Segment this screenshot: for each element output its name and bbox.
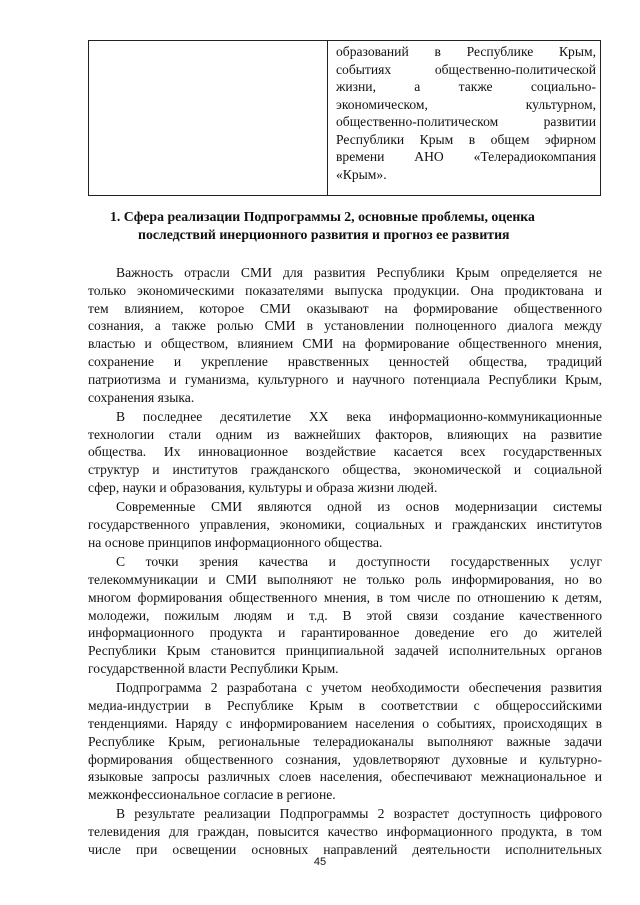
table-text-line: общественно-политическом развитии (336, 114, 596, 129)
paragraph-line: Подпрограмма 2 разработана с учетом необходимости обеспечения развития (116, 680, 602, 696)
paragraph-line: информационного продукта и гарантированное доведение его до жителей (88, 625, 602, 641)
body-text (88, 264, 602, 859)
paragraph-line: сфер, науки и образования, культуры и образа жизни людей. (88, 480, 438, 496)
paragraph-line: многом формирования общественного мнения, в том числе по отношению к детям, (88, 589, 602, 605)
paragraph-line: технологии стали одним из важнейших факторов, влияющих на развитие (88, 426, 602, 442)
paragraph-line: В результате реализации Подпрограммы 2 возрастет доступность цифрового (116, 806, 602, 822)
paragraph-line: Важность отрасли СМИ для развития Республики Крым определяется не (116, 265, 602, 280)
paragraph-line: телекоммуникации и СМИ выполняют не только роль информирования, но во (88, 572, 602, 588)
table-text-line: жизни, а также социально- (336, 79, 596, 94)
paragraph-line: С точки зрения качества и доступности государственных услуг (116, 554, 602, 570)
paragraph-line: молодежи, пожилым людям и т.д. В этой связи создание качественного (88, 607, 602, 623)
table-text-line: Республики Крым в общем эфирном (336, 131, 596, 147)
paragraph-line: Республики Крым становится принципиальной задачей исполнительных органов (88, 643, 602, 659)
paragraph-line: медиа-индустрии в Республике Крым в соответствии с общероссийскими (88, 698, 602, 714)
paragraph-line: тем влиянием, которое СМИ оказывают на формирование общественного (88, 300, 602, 316)
table-text-line: событиях общественно-политической (336, 61, 596, 77)
table-text-line: образований в Республике Крым, (336, 44, 596, 59)
section-heading (110, 208, 600, 244)
paragraph-line: государственной власти Республики Крым. (88, 661, 339, 677)
paragraph-line: тенденциями. Наряду с информированием населения о событиях, происходящих в (88, 715, 602, 731)
table-text-line: «Крым». (336, 166, 387, 182)
paragraph-line: межконфессиональное согласие в регионе. (88, 787, 336, 803)
table-text-line: времени АНО «Телерадиокомпания (336, 149, 596, 164)
paragraph-line: государственного управления, экономики, социальных и гражданских институтов (88, 517, 602, 533)
paragraph-line: сохранения языка. (88, 389, 195, 405)
paragraph-line: сознания, а также ролью СМИ в установлении полноценного диалога между (88, 318, 602, 334)
paragraph-line: языковые запросы различных слоев населения, обеспечивают межнациональное и (88, 769, 602, 785)
paragraph-line: общества. Их инновационное воздействие касается всех государственных (88, 444, 602, 460)
paragraph-line: Республике Крым, региональные телерадиоканалы выполняют важные задачи (88, 733, 602, 749)
paragraph-line: патриотизма и гуманизма, культурного и научного потенциала Республики Крым, (88, 371, 602, 387)
paragraph-line: телевидения для граждан, повысится качество информационного продукта, в том (88, 824, 602, 840)
paragraph-line: структур и институтов гражданского общества, экономической и социальной (88, 462, 602, 478)
section-heading-line: последствий инерционного развития и прогноз ее развития (138, 226, 510, 242)
paragraph-line: на основе принципов информационного общества. (88, 534, 383, 550)
paragraph-line: числе при освещении основных направлений деятельности исполнительных (88, 842, 602, 857)
section-heading-line: 1. Сфера реализации Подпрограммы 2, основные проблемы, оценка (110, 209, 535, 224)
table-cell-left (89, 41, 328, 195)
paragraph-line: властью и обществом, влиянием СМИ на формирование общественного мнения, (88, 336, 602, 352)
table-cell-right (328, 41, 600, 195)
paragraph-line: Современные СМИ являются одной из основ модернизации системы (116, 499, 602, 515)
paragraph-line: только экономическими показателями выпуска продукции. Она продиктована и (88, 282, 602, 298)
table-fragment (88, 40, 601, 196)
paragraph-line: сохранение и укрепление нравственных ценностей общества, традиций (88, 353, 602, 369)
page-number: 45 (313, 856, 327, 868)
paragraph-line: формирования общественного сознания, удовлетворяют духовные и культурно- (88, 751, 602, 767)
paragraph-line: В последнее десятилетие XX века информационно-коммуникационные (116, 408, 602, 424)
table-text-line: экономическом, культурном, (336, 96, 596, 112)
